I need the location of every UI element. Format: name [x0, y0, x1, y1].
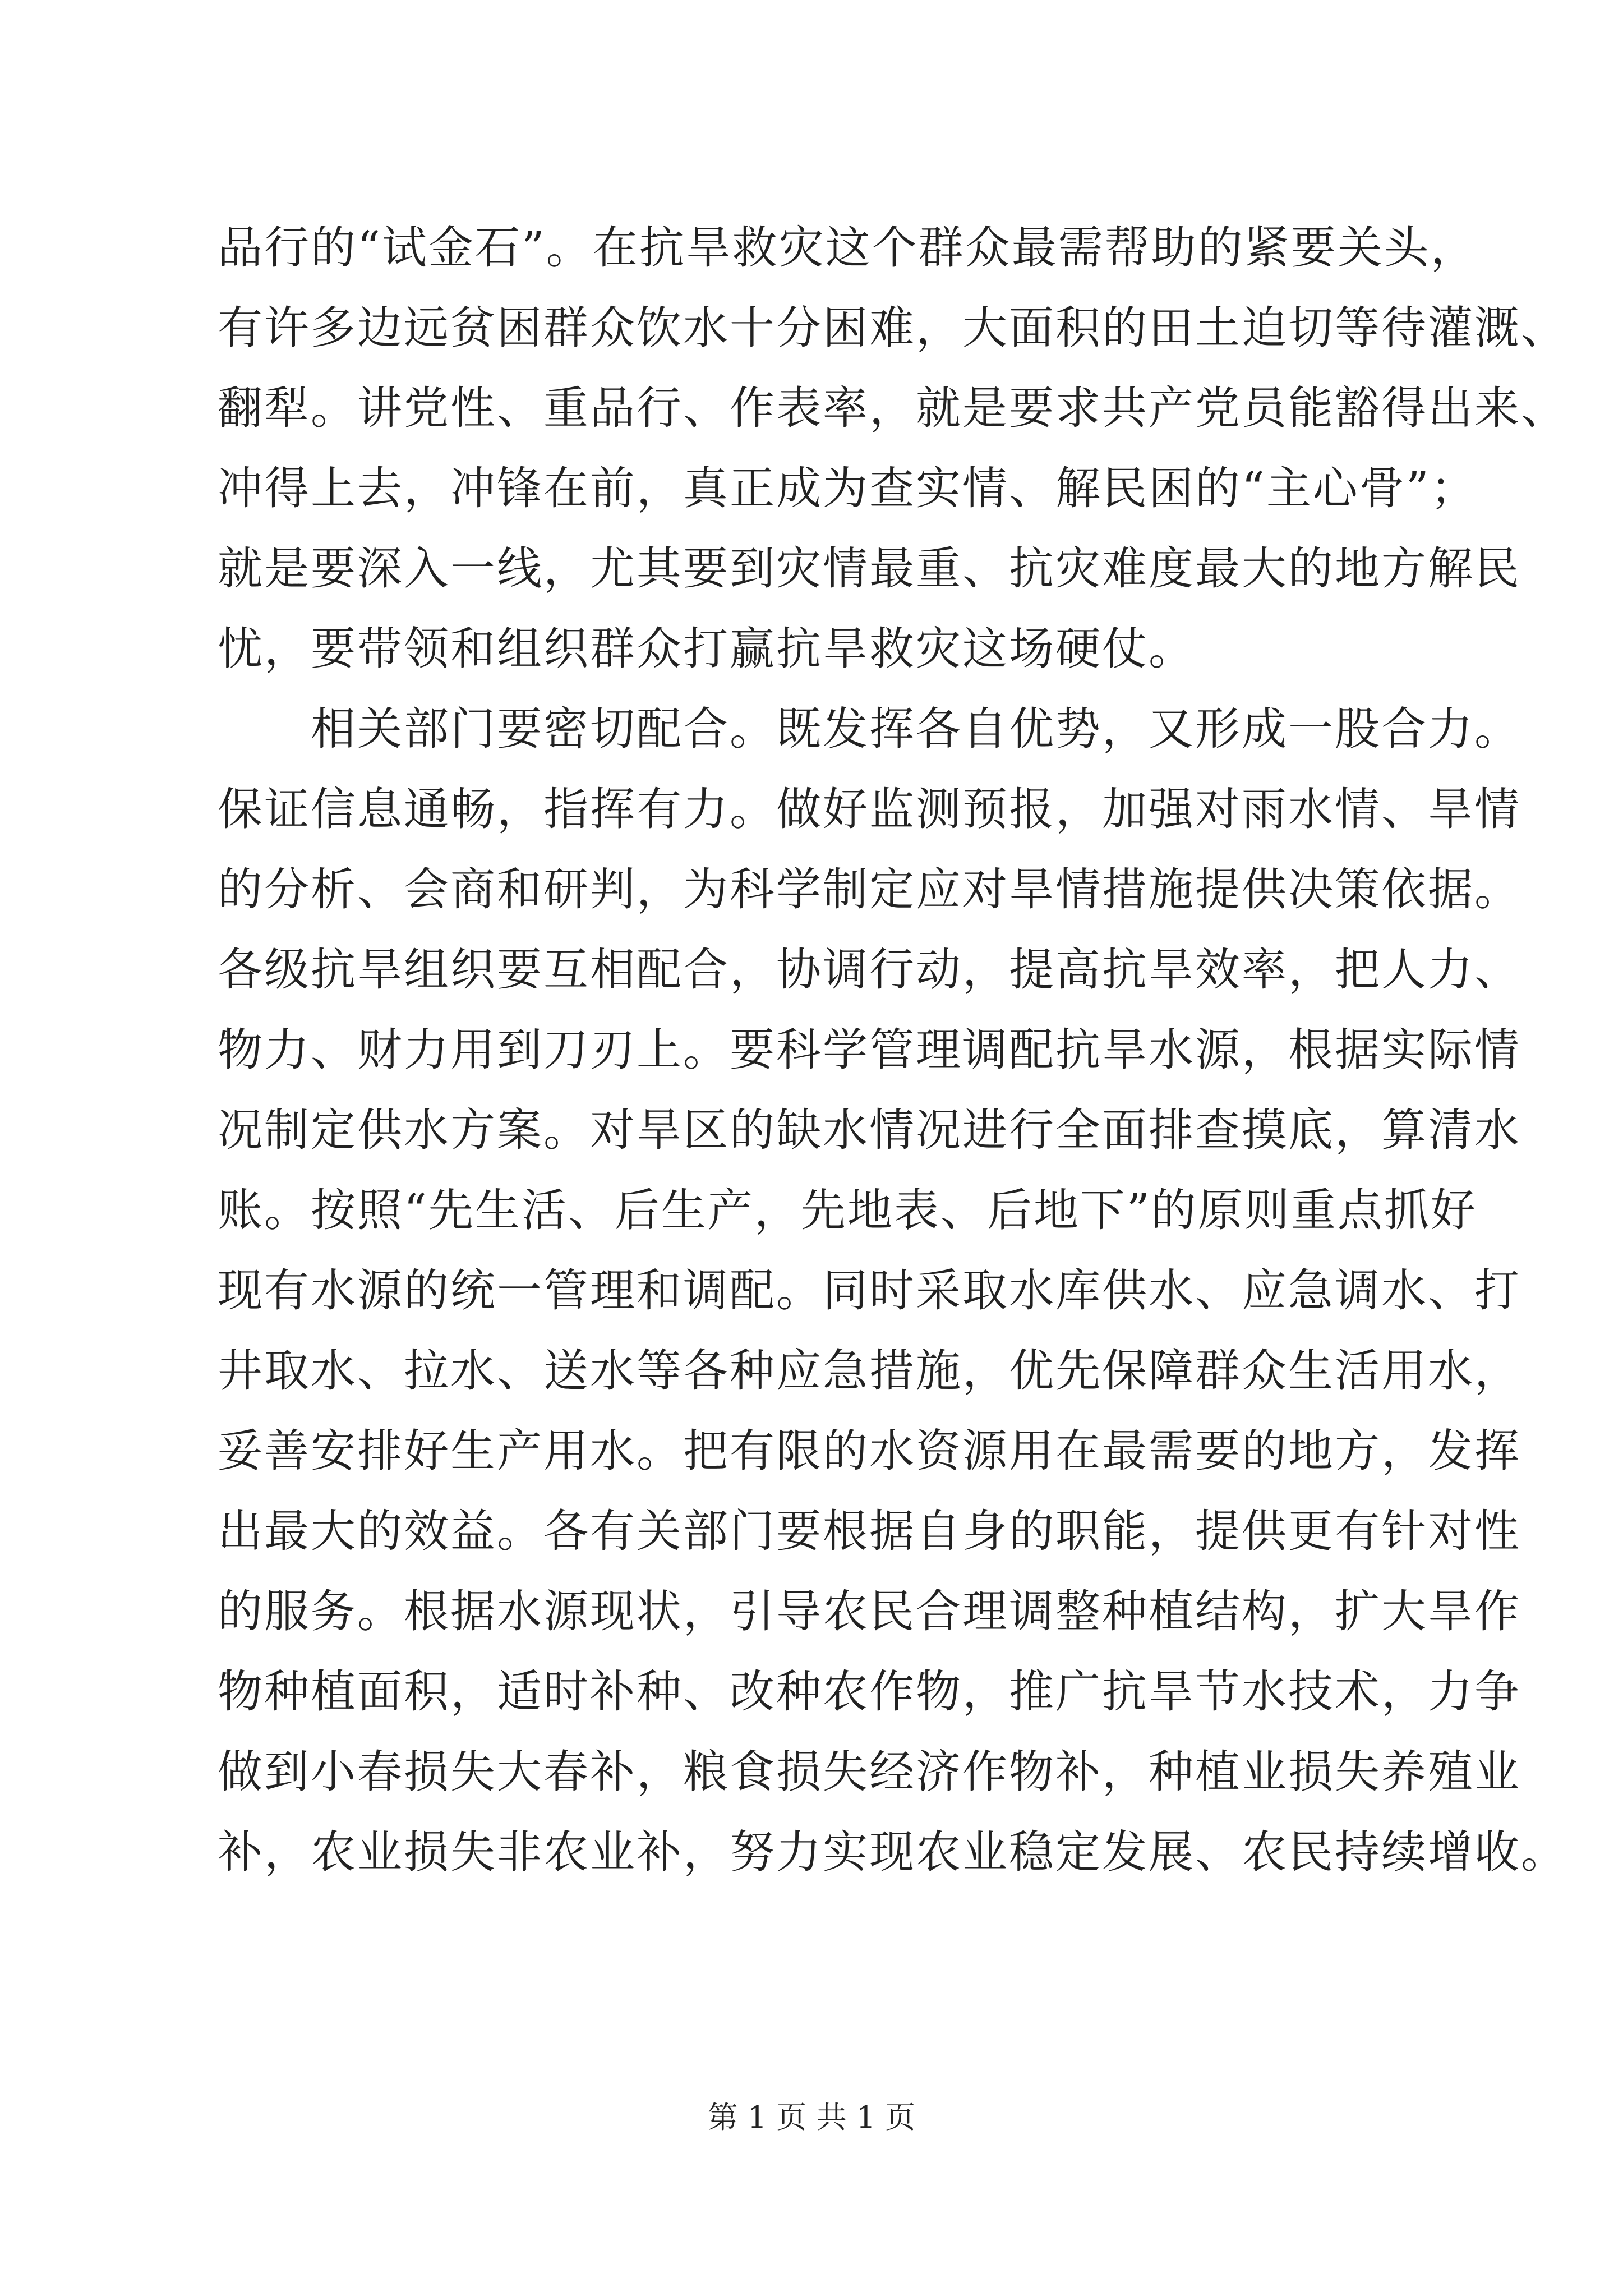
text-line: 品行的“试金石”。在抗旱救灾这个群众最需帮助的紧要关头， — [218, 222, 1477, 274]
text-line: 出最大的效益。各有关部门要根据自身的职能，提供更有针对性 — [218, 1505, 1521, 1557]
page-footer: 第 1 页 共 1 页 — [707, 2100, 916, 2135]
text-line: 的服务。根据水源现状，引导农民合理调整种植结构，扩大旱作 — [218, 1585, 1521, 1637]
text-line: 各级抗旱组织要互相配合，协调行动，提高抗旱效率，把人力、 — [218, 944, 1521, 996]
text-line: 补，农业损失非农业补，努力实现农业稳定发展、农民持续增收。 — [218, 1826, 1567, 1878]
text-line: 物力、财力用到刀刃上。要科学管理调配抗旱水源，根据实际情 — [218, 1024, 1521, 1076]
text-line: 做到小春损失大春补，粮食损失经济作物补，种植业损失养殖业 — [218, 1746, 1521, 1798]
text-line: 况制定供水方案。对旱区的缺水情况进行全面排查摸底，算清水 — [218, 1104, 1521, 1156]
text-line: 的分析、会商和研判，为科学制定应对旱情措施提供决策依据。 — [218, 863, 1521, 915]
text-line: 现有水源的统一管理和调配。同时采取水库供水、应急调水、打 — [218, 1264, 1521, 1317]
text-line: 井取水、拉水、送水等各种应急措施，优先保障群众生活用水， — [218, 1345, 1521, 1397]
text-line: 忧，要带领和组织群众打赢抗旱救灾这场硬仗。 — [218, 623, 1195, 675]
text-line: 就是要深入一线，尤其要到灾情最重、抗灾难度最大的地方解民 — [218, 542, 1521, 595]
text-line: 账。按照“先生活、后生产，先地表、后地下”的原则重点抓好 — [218, 1184, 1477, 1236]
text-line: 保证信息通畅，指挥有力。做好监测预报，加强对雨水情、旱情 — [218, 783, 1521, 835]
text-line: 相关部门要密切配合。既发挥各自优势，又形成一股合力。 — [218, 703, 1521, 755]
text-line: 妥善安排好生产用水。把有限的水资源用在最需要的地方，发挥 — [218, 1425, 1521, 1477]
body-text — [218, 208, 1567, 1892]
text-line: 翻犁。讲党性、重品行、作表率，就是要求共产党员能豁得出来、 — [218, 382, 1567, 434]
text-line: 物种植面积，适时补种、改种农作物，推广抗旱节水技术，力争 — [218, 1665, 1521, 1718]
text-line: 冲得上去，冲锋在前，真正成为查实情、解民困的“主心骨”； — [218, 462, 1477, 514]
text-line: 有许多边远贫困群众饮水十分困难，大面积的田土迫切等待灌溉、 — [218, 302, 1567, 354]
